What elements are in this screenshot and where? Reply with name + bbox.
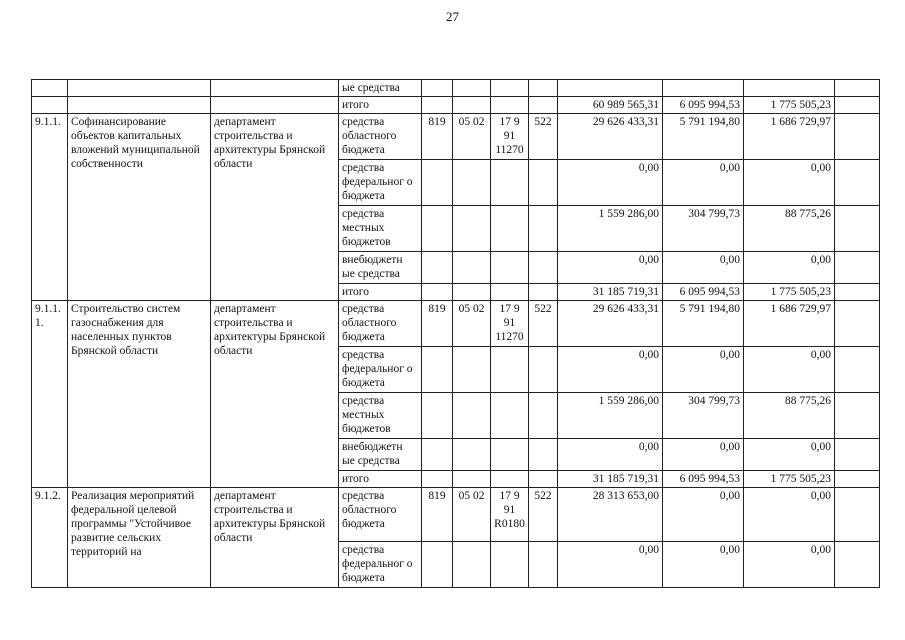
cell-vr bbox=[529, 160, 558, 206]
cell-grbs bbox=[422, 542, 453, 588]
cell-no bbox=[32, 80, 68, 97]
cell-grbs bbox=[422, 80, 453, 97]
cell-rzpr bbox=[453, 542, 491, 588]
cell-v2: 0,00 bbox=[663, 439, 744, 471]
cell-src: средства областного бюджета bbox=[339, 301, 422, 347]
cell-empty bbox=[835, 114, 880, 160]
table-row bbox=[32, 114, 880, 160]
cell-v3: 88 775,26 bbox=[744, 206, 835, 252]
cell-csr bbox=[491, 347, 529, 393]
cell-empty bbox=[835, 97, 880, 114]
cell-v1: 60 989 565,31 bbox=[558, 97, 663, 114]
cell-dept: департамент строительства и архитектуры Брянской области bbox=[211, 114, 339, 301]
budget-table bbox=[31, 79, 880, 588]
cell-src: средства федеральног о бюджета bbox=[339, 160, 422, 206]
cell-v1: 1 559 286,00 bbox=[558, 393, 663, 439]
cell-rzpr bbox=[453, 393, 491, 439]
cell-v2: 6 095 994,53 bbox=[663, 284, 744, 301]
cell-rzpr bbox=[453, 206, 491, 252]
cell-csr bbox=[491, 252, 529, 284]
cell-src: средства областного бюджета bbox=[339, 114, 422, 160]
cell-csr bbox=[491, 206, 529, 252]
cell-v3: 1 775 505,23 bbox=[744, 97, 835, 114]
cell-dept bbox=[211, 97, 339, 114]
cell-src: средства федеральног о бюджета bbox=[339, 542, 422, 588]
cell-vr bbox=[529, 284, 558, 301]
cell-v1: 29 626 433,31 bbox=[558, 301, 663, 347]
cell-v2: 6 095 994,53 bbox=[663, 471, 744, 488]
cell-empty bbox=[835, 542, 880, 588]
cell-empty bbox=[835, 393, 880, 439]
cell-vr: 522 bbox=[529, 301, 558, 347]
cell-rzpr: 05 02 bbox=[453, 488, 491, 542]
table-row bbox=[32, 488, 880, 542]
cell-v2: 304 799,73 bbox=[663, 393, 744, 439]
cell-rzpr bbox=[453, 439, 491, 471]
cell-v3: 1 686 729,97 bbox=[744, 114, 835, 160]
cell-csr bbox=[491, 471, 529, 488]
cell-v1: 0,00 bbox=[558, 160, 663, 206]
cell-grbs: 819 bbox=[422, 301, 453, 347]
cell-empty bbox=[835, 471, 880, 488]
cell-v2: 0,00 bbox=[663, 542, 744, 588]
cell-csr bbox=[491, 439, 529, 471]
cell-v2: 0,00 bbox=[663, 488, 744, 542]
cell-src: внебюджетн ые средства bbox=[339, 439, 422, 471]
cell-grbs bbox=[422, 160, 453, 206]
cell-vr bbox=[529, 80, 558, 97]
page-number: 27 bbox=[446, 9, 459, 24]
cell-empty bbox=[835, 488, 880, 542]
cell-empty bbox=[835, 439, 880, 471]
cell-v1: 31 185 719,31 bbox=[558, 471, 663, 488]
cell-vr bbox=[529, 393, 558, 439]
cell-v2: 6 095 994,53 bbox=[663, 97, 744, 114]
cell-v2: 304 799,73 bbox=[663, 206, 744, 252]
cell-v3: 88 775,26 bbox=[744, 393, 835, 439]
cell-csr: 17 9 91 R0180 bbox=[491, 488, 529, 542]
cell-v3: 0,00 bbox=[744, 160, 835, 206]
cell-v2: 0,00 bbox=[663, 160, 744, 206]
cell-v1: 1 559 286,00 bbox=[558, 206, 663, 252]
cell-src: средства местных бюджетов bbox=[339, 206, 422, 252]
cell-v3: 0,00 bbox=[744, 488, 835, 542]
table-row bbox=[32, 97, 880, 114]
cell-empty bbox=[835, 252, 880, 284]
cell-grbs bbox=[422, 439, 453, 471]
cell-src: средства местных бюджетов bbox=[339, 393, 422, 439]
cell-empty bbox=[835, 347, 880, 393]
cell-v3: 1 775 505,23 bbox=[744, 284, 835, 301]
cell-grbs bbox=[422, 471, 453, 488]
cell-name: Строительство систем газоснабжения для населенных пунктов Брянской области bbox=[68, 301, 211, 488]
cell-csr bbox=[491, 284, 529, 301]
cell-v2: 0,00 bbox=[663, 252, 744, 284]
cell-v1: 0,00 bbox=[558, 439, 663, 471]
cell-csr: 17 9 91 11270 bbox=[491, 301, 529, 347]
cell-src: внебюджетн ые средства bbox=[339, 252, 422, 284]
cell-rzpr bbox=[453, 97, 491, 114]
cell-v2: 5 791 194,80 bbox=[663, 114, 744, 160]
cell-name: Софинансирование объектов капитальных вложений муниципальной собственности bbox=[68, 114, 211, 301]
cell-v1: 0,00 bbox=[558, 347, 663, 393]
cell-empty bbox=[835, 301, 880, 347]
cell-empty bbox=[835, 80, 880, 97]
cell-v1: 31 185 719,31 bbox=[558, 284, 663, 301]
cell-empty bbox=[835, 206, 880, 252]
cell-vr bbox=[529, 471, 558, 488]
cell-v3: 0,00 bbox=[744, 439, 835, 471]
cell-vr bbox=[529, 252, 558, 284]
cell-csr bbox=[491, 393, 529, 439]
cell-v1 bbox=[558, 80, 663, 97]
cell-rzpr: 05 02 bbox=[453, 114, 491, 160]
cell-csr bbox=[491, 160, 529, 206]
cell-grbs bbox=[422, 252, 453, 284]
cell-dept: департамент строительства и архитектуры Брянской области bbox=[211, 301, 339, 488]
cell-v2: 5 791 194,80 bbox=[663, 301, 744, 347]
cell-v2: 0,00 bbox=[663, 347, 744, 393]
cell-rzpr bbox=[453, 471, 491, 488]
cell-v2 bbox=[663, 80, 744, 97]
cell-dept bbox=[211, 80, 339, 97]
cell-csr bbox=[491, 542, 529, 588]
cell-grbs: 819 bbox=[422, 488, 453, 542]
cell-grbs bbox=[422, 206, 453, 252]
cell-csr bbox=[491, 97, 529, 114]
cell-rzpr bbox=[453, 160, 491, 206]
cell-rzpr: 05 02 bbox=[453, 301, 491, 347]
cell-vr bbox=[529, 439, 558, 471]
cell-no bbox=[32, 97, 68, 114]
cell-name bbox=[68, 80, 211, 97]
cell-rzpr bbox=[453, 80, 491, 97]
cell-v3: 0,00 bbox=[744, 252, 835, 284]
cell-grbs bbox=[422, 284, 453, 301]
cell-v3: 0,00 bbox=[744, 347, 835, 393]
cell-name: Реализация мероприятий федеральной целевой программы "Устойчивое развитие сельских территорий на bbox=[68, 488, 211, 588]
cell-src: средства федеральног о бюджета bbox=[339, 347, 422, 393]
cell-csr: 17 9 91 11270 bbox=[491, 114, 529, 160]
cell-vr bbox=[529, 542, 558, 588]
cell-src: ые средства bbox=[339, 80, 422, 97]
table-row bbox=[32, 301, 880, 347]
cell-empty bbox=[835, 160, 880, 206]
cell-src: итого bbox=[339, 471, 422, 488]
cell-dept: департамент строительства и архитектуры Брянской области bbox=[211, 488, 339, 588]
cell-no: 9.1.1. bbox=[32, 114, 68, 301]
cell-v3: 0,00 bbox=[744, 542, 835, 588]
cell-no: 9.1.1.1. bbox=[32, 301, 68, 488]
cell-v3: 1 686 729,97 bbox=[744, 301, 835, 347]
cell-v1: 28 313 653,00 bbox=[558, 488, 663, 542]
cell-vr bbox=[529, 347, 558, 393]
cell-src: средства областного бюджета bbox=[339, 488, 422, 542]
table-row bbox=[32, 80, 880, 97]
cell-grbs: 819 bbox=[422, 114, 453, 160]
cell-grbs bbox=[422, 97, 453, 114]
cell-rzpr bbox=[453, 252, 491, 284]
cell-vr bbox=[529, 97, 558, 114]
cell-grbs bbox=[422, 347, 453, 393]
cell-csr bbox=[491, 80, 529, 97]
cell-src: итого bbox=[339, 97, 422, 114]
cell-grbs bbox=[422, 393, 453, 439]
cell-empty bbox=[835, 284, 880, 301]
cell-v1: 0,00 bbox=[558, 252, 663, 284]
cell-v1: 0,00 bbox=[558, 542, 663, 588]
cell-vr: 522 bbox=[529, 114, 558, 160]
cell-v3: 1 775 505,23 bbox=[744, 471, 835, 488]
cell-vr bbox=[529, 206, 558, 252]
cell-name bbox=[68, 97, 211, 114]
cell-v3 bbox=[744, 80, 835, 97]
cell-src: итого bbox=[339, 284, 422, 301]
cell-rzpr bbox=[453, 284, 491, 301]
cell-no: 9.1.2. bbox=[32, 488, 68, 588]
cell-rzpr bbox=[453, 347, 491, 393]
cell-v1: 29 626 433,31 bbox=[558, 114, 663, 160]
cell-vr: 522 bbox=[529, 488, 558, 542]
table-body bbox=[32, 80, 880, 588]
